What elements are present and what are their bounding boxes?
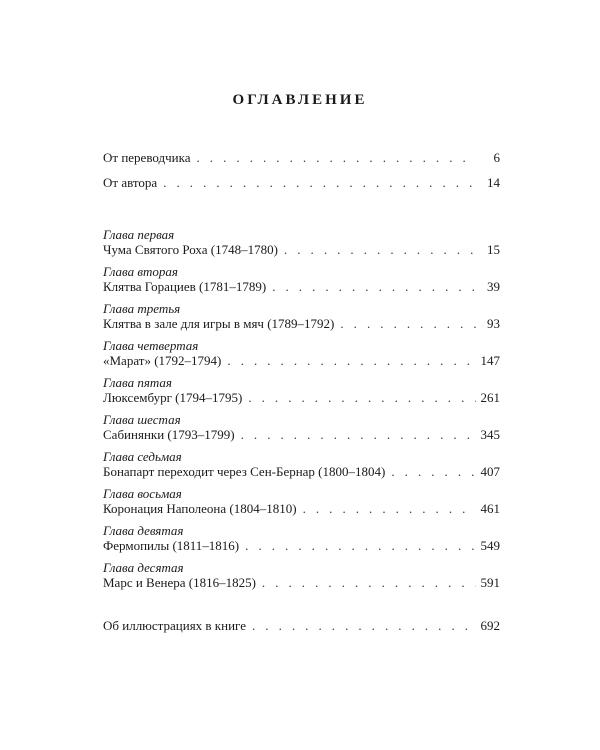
chapter-entry: [103, 353, 500, 369]
leader-dots: [252, 618, 476, 634]
toc-chapter-8[interactable]: [103, 487, 500, 524]
chapter-entry: [103, 575, 500, 591]
page-title: ОГЛАВЛЕНИЕ: [232, 92, 368, 108]
entry-title: Марс и Венера (1816–1825): [103, 575, 256, 590]
chapter-label: Глава четвертая: [103, 338, 199, 353]
table-of-contents: [103, 150, 500, 634]
chapter-label: Глава девятая: [103, 523, 184, 538]
toc-entry-translator[interactable]: [103, 150, 500, 166]
entry-page: 591: [480, 575, 500, 590]
entry-page: 461: [480, 501, 500, 516]
entry-title: Клятва Горациев (1781–1789): [103, 279, 267, 294]
chapter-entry: [103, 464, 500, 480]
leader-dots: [248, 390, 476, 406]
leader-dots: [284, 242, 476, 258]
chapter-label: Глава первая: [103, 227, 175, 242]
entry-page: 15: [487, 242, 500, 257]
leader-dots: [197, 150, 477, 166]
leader-dots: [245, 538, 476, 554]
chapter-entry: [103, 390, 500, 406]
toc-chapter-10[interactable]: [103, 561, 500, 598]
chapter-label: Глава третья: [103, 301, 181, 316]
toc-chapter-2[interactable]: [103, 265, 500, 302]
entry-title: Бонапарт переходит через Сен-Бернар (1800–1804): [103, 464, 386, 479]
leader-dots: [227, 353, 476, 369]
entry-title: От переводчика: [103, 150, 191, 165]
entry-title: Клятва в зале для игры в мяч (1789–1792): [103, 316, 335, 331]
leader-dots: [391, 464, 476, 480]
chapter-label: Глава вторая: [103, 264, 178, 279]
entry-page: 261: [480, 390, 500, 405]
entry-page: 692: [480, 618, 500, 633]
entry-title: Люксембург (1794–1795): [103, 390, 243, 405]
entry-title: Сабинянки (1793–1799): [103, 427, 235, 442]
entry-title: «Марат» (1792–1794): [103, 353, 222, 368]
entry-page: 93: [487, 316, 500, 331]
chapter-entry: [103, 427, 500, 443]
chapter-label: Глава шестая: [103, 412, 181, 427]
toc-entry-author[interactable]: [103, 175, 500, 191]
toc-chapter-3[interactable]: [103, 302, 500, 339]
entry-page: 14: [487, 175, 500, 190]
entry-page: 39: [487, 279, 500, 294]
toc-chapter-6[interactable]: [103, 413, 500, 450]
entry-title: Коронация Наполеона (1804–1810): [103, 501, 297, 516]
entry-title: Фермопилы (1811–1816): [103, 538, 240, 553]
entry-title: Чума Святого Роха (1748–1780): [103, 242, 278, 257]
chapter-entry: [103, 501, 500, 517]
toc-entry-illustrations[interactable]: [103, 618, 500, 634]
toc-chapter-7[interactable]: [103, 450, 500, 487]
chapter-entry: [103, 242, 500, 258]
leader-dots: [303, 501, 476, 517]
entry-page: 6: [493, 150, 500, 165]
leader-dots: [163, 175, 476, 191]
entry-page: 549: [480, 538, 500, 553]
toc-chapter-1[interactable]: [103, 228, 500, 265]
toc-chapter-4[interactable]: [103, 339, 500, 376]
chapter-entry: [103, 538, 500, 554]
chapter-label: Глава пятая: [103, 375, 172, 390]
leader-dots: [241, 427, 476, 443]
chapter-label: Глава десятая: [103, 560, 184, 575]
toc-chapter-9[interactable]: [103, 524, 500, 561]
leader-dots: [340, 316, 476, 332]
leader-dots: [272, 279, 476, 295]
leader-dots: [262, 575, 476, 591]
entry-page: 407: [480, 464, 500, 479]
entry-title: От автора: [103, 175, 158, 190]
chapter-label: Глава восьмая: [103, 486, 182, 501]
chapter-entry: [103, 316, 500, 332]
chapter-entry: [103, 279, 500, 295]
entry-title: Об иллюстрациях в книге: [103, 618, 246, 633]
chapter-label: Глава седьмая: [103, 449, 182, 464]
entry-page: 147: [480, 353, 500, 368]
toc-chapter-5[interactable]: [103, 376, 500, 413]
entry-page: 345: [480, 427, 500, 442]
